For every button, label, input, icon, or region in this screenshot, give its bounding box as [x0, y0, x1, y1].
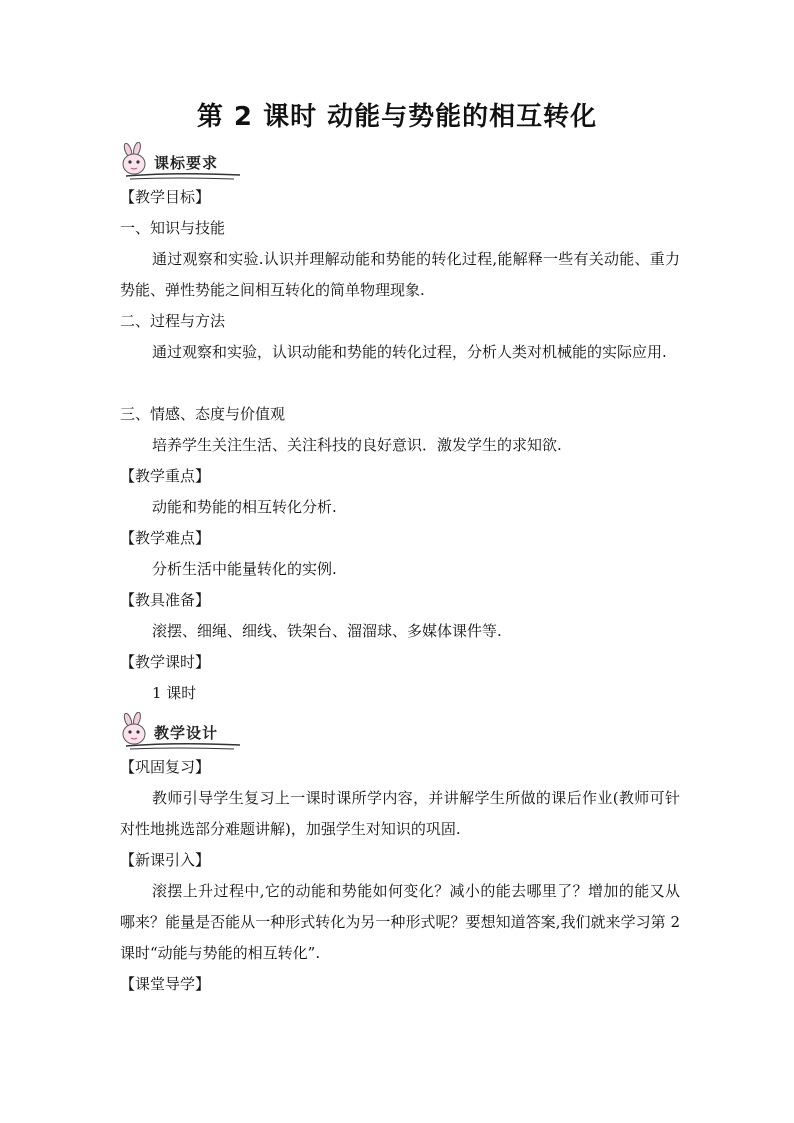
paragraph: 滚摆、细绳、细线、铁架台、溜溜球、多媒体课件等.: [152, 622, 502, 640]
heading-teaching-aids: 【教具准备】: [120, 591, 211, 609]
heading-review: 【巩固复习】: [120, 758, 211, 776]
section-banner-label: 教学设计: [154, 724, 219, 742]
paragraph: 通过观察和实验，认识动能和势能的转化过程，分析人类对机械能的实际应用.: [152, 343, 667, 361]
heading-key-points: 【教学重点】: [120, 467, 211, 485]
paragraph: 培养学生关注生活、关注科技的良好意识．激发学生的求知欲.: [152, 436, 562, 454]
paragraph: 动能和势能的相互转化分析.: [152, 498, 337, 516]
page-title: 第 2 课时 动能与势能的相互转化: [196, 102, 598, 132]
heading-teaching-goals: 【教学目标】: [120, 188, 211, 206]
paragraph: 教师引导学生复习上一课时课所学内容，并讲解学生所做的课后作业(教师可针对性地挑选部分难题讲解)，加强学生对知识的巩固.: [120, 789, 680, 838]
paragraph: 1 课时: [152, 684, 197, 702]
paragraph: 分析生活中能量转化的实例.: [152, 560, 337, 578]
heading-class-hours: 【教学课时】: [120, 653, 211, 671]
paragraph: 通过观察和实验.认识并理解动能和势能的转化过程,能解释一些有关动能、重力势能、弹性势能之间相互转化的简单物理现象.: [120, 250, 680, 299]
heading-difficulties: 【教学难点】: [120, 529, 211, 547]
subheading-emotion-values: 三、情感、态度与价值观: [120, 405, 286, 423]
section-banner-label: 课标要求: [154, 154, 219, 172]
heading-class-guidance: 【课堂导学】: [120, 975, 211, 993]
paragraph: 滚摆上升过程中,它的动能和势能如何变化？减小的能去哪里了？增加的能又从哪来？能量是否能从一种形式转化为另一种形式呢？要想知道答案,我们就来学习第 2 课时“动能与势能的相互转化”.: [120, 882, 680, 962]
section-banner-curriculum: [116, 142, 246, 182]
section-banner-design: [116, 712, 246, 752]
subheading-knowledge-skills: 一、知识与技能: [120, 219, 226, 237]
heading-new-lesson-intro: 【新课引入】: [120, 851, 211, 869]
subheading-process-method: 二、过程与方法: [120, 312, 226, 330]
